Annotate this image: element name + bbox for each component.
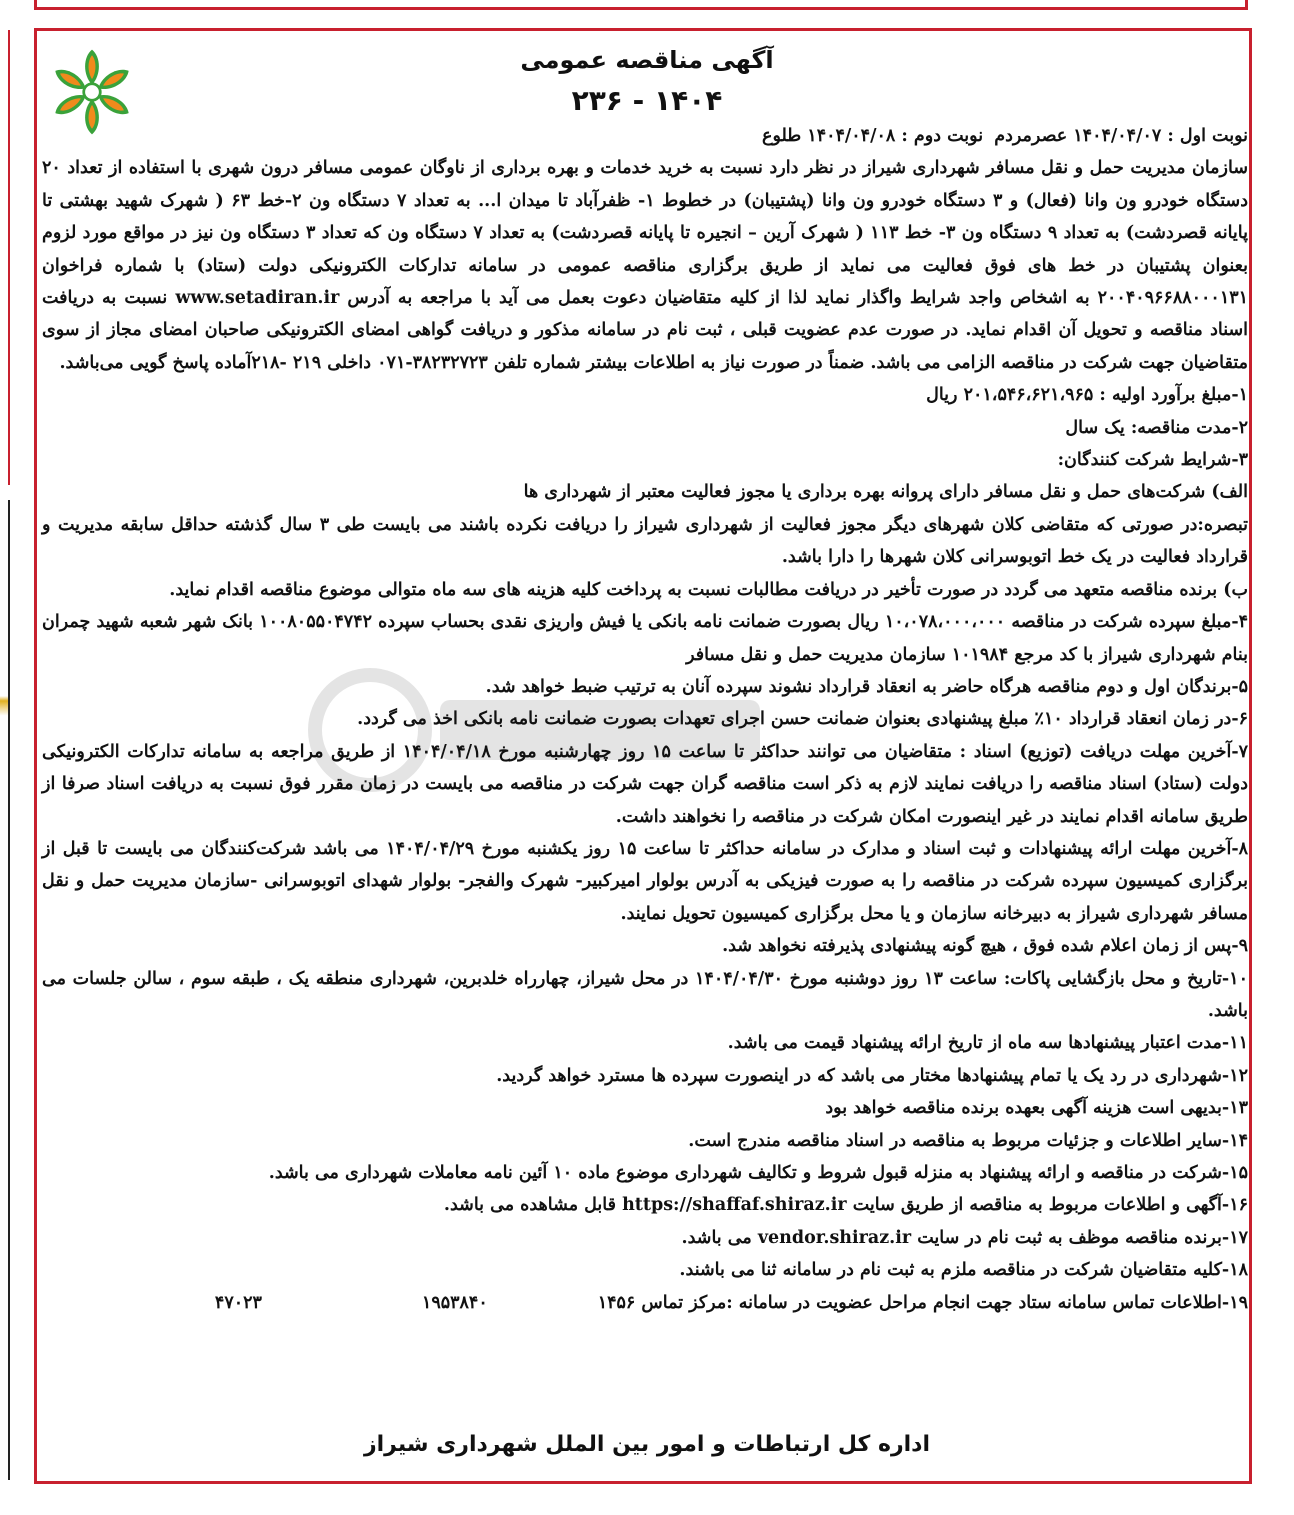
previous-ad-border	[34, 0, 1248, 10]
publication-dates	[42, 120, 1248, 152]
item-8: ۸-آخرین مهلت ارائه پیشنهادات و ثبت اسناد و مدارک در سامانه حداکثر تا ساعت ۱۵ روز یکشنبه مورخ ۱۴۰۴/۰۴/۲۹ می باشد شرکت‌کنندگان می بایست تا قبل از برگزاری کمیسیون سپرده شرکت در مناقصه را به صورت فیزیکی به آدرس بولوار امیرکبیر- شهرک والفجر- بولوار شهدای اتوبوسرانی -سازمان مدیریت حمل و نقل مسافر شهرداری شیراز به دبیرخانه سازمان و یا محل برگزاری کمیسیون تحویل نمایند.	[42, 838, 1248, 924]
item-7: ۷-آخرین مهلت دریافت (توزیع) اسناد : متقاضیان می توانند حداکثر تا ساعت ۱۵ روز چهارشنبه مورخ ۱۴۰۴/۰۴/۱۸ از طریق مراجعه به سامانه تدارکات الکترونیکی دولت (ستاد) اسناد مناقصه را دریافت نمایند لازم به ذکر است مناقصه گران جهت شرکت در مناقصه می بایست در زمان مقرر فوق نسبت به دریافت اسناد صرفا از طریق سامانه اقدام نمایند در غیر اینصورت امکان شرکت در مناقصه را نخواهند داشت.	[42, 741, 1248, 827]
item-11: ۱۱-مدت اعتبار پیشنهادها سه ماه از تاریخ ارائه پیشنهاد قیمت می باشد.	[727, 1033, 1248, 1054]
ad-title: آگهی مناقصه عمومی	[520, 46, 774, 74]
tender-number: ۱۴۰۴ - ۲۳۶	[571, 84, 723, 117]
item-14: ۱۴-سایر اطلاعات و جزئیات مربوط به مناقصه در اسناد مناقصه مندرج است.	[688, 1130, 1248, 1151]
item-5: ۵-برندگان اول و دوم مناقصه هرگاه حاضر به انعقاد قرارداد نشوند سپرده آنان به ترتیب ضبط خواهد شد.	[485, 676, 1248, 697]
item-13: ۱۳-بدیهی است هزینه آگهی بعهده برنده مناقصه خواهد بود	[825, 1098, 1248, 1119]
contact-number-2: ۴۷۰۲۳	[214, 1292, 262, 1313]
item-1: ۱-مبلغ برآورد اولیه : ۲۰۱،۵۴۶،۶۲۱،۹۶۵ ریال	[926, 385, 1248, 406]
item-3-note: تبصره:در صورتی که متقاضی کلان شهرهای دیگر مجوز فعالیت از شهرداری شیراز را دریافت نکرده باشند می بایست طی ۳ سال گذشته حداقل سابقه مدیریت و قرارداد فعالیت در یک خط اتوبوسرانی کلان شهرها را دارا باشد.	[42, 514, 1248, 568]
item-3-a: الف) شرکت‌های حمل و نقل مسافر دارای پروانه بهره برداری یا مجوز فعالیت معتبر از شهرداری ها	[523, 482, 1248, 503]
item-4: ۴-مبلغ سپرده شرکت در مناقصه ۱۰،۰۷۸،۰۰۰،۰۰۰ ریال بصورت ضمانت نامه بانکی یا فیش واریزی نقدی بحساب سپرده ۱۰۰۸۰۵۵۰۴۷۴۲ بانک شهر شعبه شهید چمران بنام شهرداری شیراز با کد مرجع ۱۰۱۹۸۴ سازمان مدیریت حمل و نقل مسافر	[42, 612, 1248, 665]
item-6: ۶-در زمان انعقاد قرارداد ۱۰٪ مبلغ پیشنهادی بعنوان ضمانت حسن اجرای تعهدات بصورت ضمانت نامه بانکی اخذ می گردد.	[357, 709, 1248, 730]
item-15: ۱۵-شرکت در مناقصه و ارائه پیشنهاد به منزله قبول شروط و تکالیف شهرداری موضوع ماده ۱۰ آئین نامه معاملات شهرداری می باشد.	[268, 1163, 1248, 1183]
item-10: ۱۰-تاریخ و محل بازگشایی پاکات: ساعت ۱۳ روز دوشنبه مورخ ۱۴۰۴/۰۴/۳۰ در محل شیراز، چهارراه خلدبرین، شهرداری منطقه یک ، طبقه سوم ، سالن جلسات می باشد.	[42, 968, 1248, 1021]
second-publication: نوبت دوم : ۱۴۰۴/۰۴/۰۸ طلوع	[762, 126, 984, 146]
item-17: ۱۷-برنده مناقصه موظف به ثبت نام در سایت vendor.shiraz.ir می باشد.	[681, 1227, 1248, 1248]
intro-paragraph: سازمان مدیریت حمل و نقل مسافر شهرداری شیراز در نظر دارد نسبت به خرید خدمات و بهره برداری از ناوگان عمومی مسافر درون شهری با استفاده از تعداد ۲۰ دستگاه خودرو ون وانا (فعال) و ۳ دستگاه خودرو ون وانا (پشتیبان) در خطوط ۱- ظفرآباد تا میدان ا... به تعداد ۷ دستگاه ون ۲-خط ۶۳ ( شهرک شهید بهشتی تا پایانه قصردشت) به تعداد ۹ دستگاه ون ۳- خط ۱۱۳ ( شهرک آرین – انجیره تا پایانه قصردشت) به تعداد ۷ دستگاه ون که تعداد ۳ دستگاه ون نیز در مواقع مورد لزوم بعنوان پشتیبان در خط های فوق فعالیت می نماید از طریق برگزاری مناقصه عمومی در سامانه تدارکات الکترونیکی دولت (ستاد) با شماره فراخوان ۲۰۰۴۰۹۶۶۸۸۰۰۰۱۳۱ به اشخاص واجد شرایط واگذار نماید لذا از کلیه متقاضیان دعوت بعمل می آید با مراجعه به آدرس www.setadiran.ir نسبت به دریافت اسناد مناقصه و تحویل آن اقدام نماید. در صورت عدم عضویت قبلی ، ثبت نام در سامانه مذکور و دریافت گواهی امضای الکترونیکی صاحبان امضای مجاز از سوی متقاضیان جهت شرکت در مناقصه الزامی می باشد. ضمناً در صورت نیاز به اطلاعات بیشتر شماره تلفن ۳۸۲۳۲۷۲۳-۰۷۱ داخلی ۲۱۹ -۲۱۸آماده پاسخ گویی می‌باشد.	[42, 158, 1249, 373]
item-19-contact	[42, 1287, 1248, 1319]
item-16: ۱۶-آگهی و اطلاعات مربوط به مناقصه از طریق سایت https://shaffaf.shiraz.ir قابل مشاهده می باشد.	[443, 1195, 1248, 1216]
contact-number-1: ۱۹۵۳۸۴۰	[421, 1292, 488, 1313]
left-edge-strip-lower	[0, 500, 10, 1480]
issuer-footer: اداره کل ارتباطات و امور بین الملل شهرداری شیراز	[363, 1432, 931, 1457]
item-3: ۳-شرایط شرکت کنندگان:	[1057, 450, 1248, 471]
ad-body	[42, 120, 1248, 1319]
item-12: ۱۲-شهرداری در رد یک یا تمام پیشنهادها مختار می باشد که در اینصورت سپرده ها مسترد خواهد گردید.	[496, 1065, 1248, 1086]
item-3-b: ب) برنده مناقصه متعهد می گردد در صورت تأخیر در دریافت مطالبات نسبت به پرداخت کلیه هزینه های سه ماه متوالی موضوع مناقصه اقدام نماید.	[169, 579, 1248, 600]
contact-text: ۱۹-اطلاعات تماس سامانه ستاد جهت انجام مراحل عضویت در سامانه :مرکز تماس ۱۴۵۶	[597, 1292, 1248, 1313]
item-18: ۱۸-کلیه متقاضیان شرکت در مناقصه ملزم به ثبت نام در سامانه ثنا می باشند.	[679, 1260, 1248, 1281]
first-publication: نوبت اول : ۱۴۰۴/۰۴/۰۷ عصرمردم	[994, 126, 1248, 146]
item-9: ۹-پس از زمان اعلام شده فوق ، هیچ گونه پیشنهادی پذیرفته نخواهد شد.	[722, 936, 1248, 957]
item-2: ۲-مدت مناقصه: یک سال	[1065, 417, 1248, 438]
